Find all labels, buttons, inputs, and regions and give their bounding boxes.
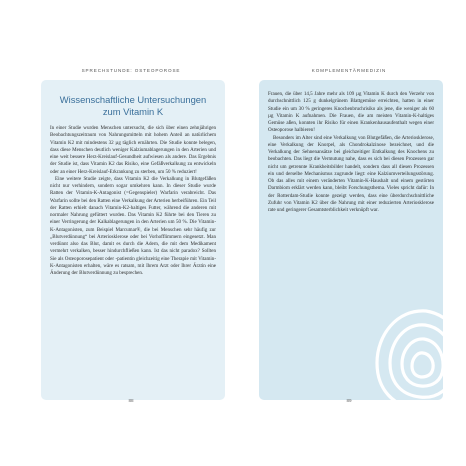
paragraph: Eine weitere Studie zeigte, dass Vitamin K2 die Verkalkung in Blutgefäßen nicht nur verhindern, sondern sogar umkehren kann. In dieser Studie wurde Ratten der Vitamin-K-Antagonist (=Gegenspieler) Warfarin verabreicht. Das Warfarin sollte bei den Ratten eine Verkalkung der Arterien herbeiführen. Ein Teil der Ratten erhielt danach Vitamin-K2-haltiges Futter, während die anderen mit normaler Nahrung gefüttert wurden. Das Vitamin K2 führte bei den Tieren zu einer Verringerung der Kalkablagerungen in den Arterien um 50 %. Die Vitamin-K-Antagonisten, zum Beispiel Marcumar®, die bei Menschen sehr häufig zur „Blutverdünnung“ bei Arteriosklerose oder bei Vorhofflimmern eingesetzt. Man verdünnt also das Blut, damit es durch die Adern, die mit dem Medikament vermehrt verkalken, besser hindurchfließen kann. Ist das nicht paradox? Sollten Sie als Osteoporosepatient oder -patientin gleichzeitig eine Therapie mit Vitamin-K-Antagonisten erhalten, wäre es ratsam, mit Ihrem Arzt oder Ihrer Ärztin eine Änderung der Blutverdünnung zu besprechen. <box>50 175 216 277</box>
page-number-right: 89 <box>346 398 352 403</box>
page-number-left: 88 <box>128 398 134 403</box>
running-head-left: SPRECHSTUNDE: OSTEOPOROSE <box>81 68 181 73</box>
right-page <box>251 60 447 409</box>
paragraph: Besonders im Alter sind eine Verkalkung von Blutgefäßen, die Arteriosklerose, eine Verkalkung der Knorpel, als Chondrokalzinose bezeichnet, und die Verkalkung der Sehnenansätze bei gleichzeitiger Entkalkung des Knochens zu beobachten. Das liegt die Vermutung nahe, dass es sich bei diesen Prozessen gar nicht um getrennte Krankheitsbilder handelt, sondern dass all diesen Prozessen ein und derselbe Mechanismus zugrunde liegt: eine Kalziumverteilungsstörung. Ob das alles mit einem veränderten Vitamin-K-Haushalt und einem gestörten Darmbiom erklärt werden kann, bleibt Forschungsthema. Vieles spricht dafür: In der Rotterdam-Studie konnte gezeigt werden, dass eine überdurchschnittliche Zufuhr von Vitamin K2 über die Nahrung mit einer reduzierten Arteriosklerose rate und geringerer Gesamtsterblichkeit verknüpft war. <box>268 134 434 213</box>
body-text-left <box>50 125 216 277</box>
left-page <box>33 60 229 409</box>
paragraph: In einer Studie wurden Menschen untersucht, die sich über einen zehnjährigen Beobachtungszeitraum von Nahrungsmitteln mit hohem Anteil an natürlichem Vitamin K2 mit mindestens 32 µg täglich ernährten. Die Studie konnte belegen, dass diese Menschen deutlich weniger Kalziumablagerungen in den Arterien und eine weit bessere Herz-Kreislauf-Gesundheit aufwiesen als andere. Das Ergebnis der Studie ist, dass Vitamin K2 das Risiko, eine Gefäßverkalkung zu entwickeln oder an einer Herz-Kreislauf-Erkrankung zu sterben, um 50 % reduziert! <box>50 125 216 175</box>
paragraph: Frauen, die über 14,5 Jahre mehr als 109 µg Vitamin K durch den Verzehr von durchschnittlich 125 g dunkelgrünem Blattgemüse erreichten, hatten in einer Studie ein um 30 % geringeres Knochenbruchrisiko als jene, die weniger als 60 µg Vitamin K aufnahmen. Die Frauen, die am meisten Vitamin-K-haltiges Gemüse aßen, konnten ihr Risiko für einen Krankenhausaufenthalt wegen einer Osteoporose halbieren! <box>268 91 434 134</box>
concentric-ripples-icon <box>371 305 443 400</box>
heading-line-1: Wissenschaftliche Untersuchungen <box>59 94 207 105</box>
info-box-left <box>41 80 225 400</box>
running-head-right: KOMPLEMENTÄRMEDIZIN <box>311 68 387 73</box>
heading-line-2: zum Vitamin K <box>102 105 164 117</box>
section-heading <box>49 94 217 117</box>
info-box-right <box>259 80 443 400</box>
body-text-right <box>268 91 434 214</box>
